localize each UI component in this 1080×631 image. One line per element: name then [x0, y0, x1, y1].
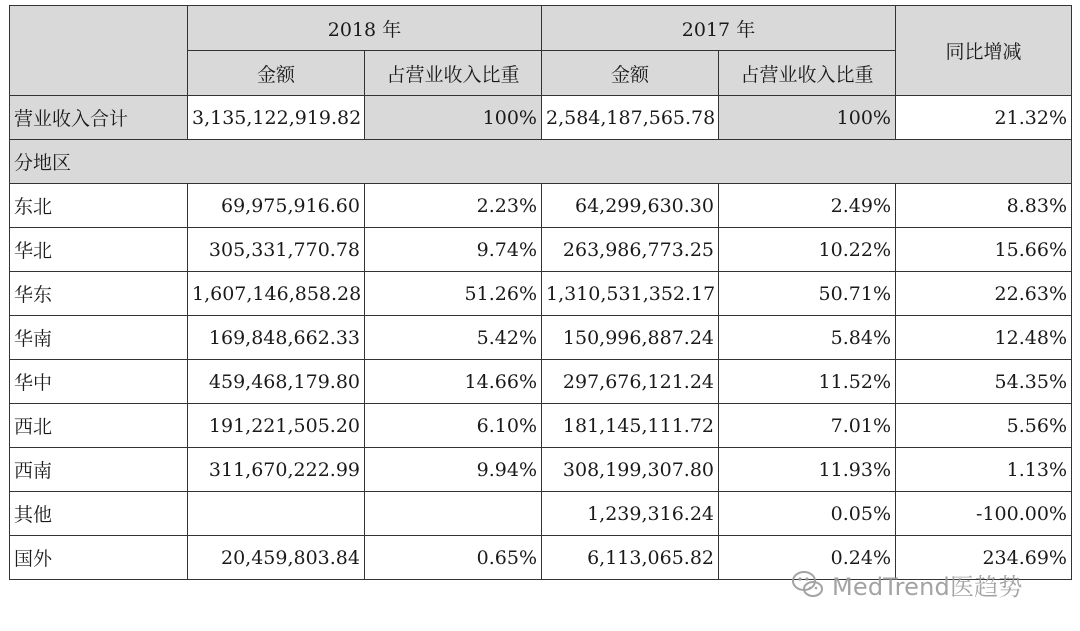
- region-cell: 华中: [10, 360, 188, 404]
- amount-2018-cell: 305,331,770.78: [188, 228, 365, 272]
- amount-2018-cell: 191,221,505.20: [188, 404, 365, 448]
- region-cell: 华南: [10, 316, 188, 360]
- wechat-icon: [790, 566, 826, 602]
- share-2017-cell: 11.52%: [719, 360, 896, 404]
- region-cell: 西南: [10, 448, 188, 492]
- amount-2017-cell: 297,676,121.24: [542, 360, 719, 404]
- total-share-2017: 100%: [719, 96, 896, 140]
- amount-2018-cell: 1,607,146,858.28: [188, 272, 365, 316]
- table-row: [10, 184, 1072, 228]
- share-2017-cell: 50.71%: [719, 272, 896, 316]
- yoy-cell: -100.00%: [896, 492, 1072, 536]
- total-amount-2018: 3,135,122,919.82: [188, 96, 365, 140]
- share-2017-cell: 7.01%: [719, 404, 896, 448]
- header-amount-2017: 金额: [542, 51, 719, 96]
- amount-2017-cell: 263,986,773.25: [542, 228, 719, 272]
- amount-2017-cell: 150,996,887.24: [542, 316, 719, 360]
- total-label: 营业收入合计: [10, 96, 188, 140]
- table-row: [10, 316, 1072, 360]
- amount-2018-cell: 69,975,916.60: [188, 184, 365, 228]
- region-revenue-table: [9, 5, 1072, 580]
- region-cell: 东北: [10, 184, 188, 228]
- yoy-cell: 1.13%: [896, 448, 1072, 492]
- share-2017-cell: 11.93%: [719, 448, 896, 492]
- share-2017-cell: 0.24%: [719, 536, 896, 580]
- amount-2018-cell: 459,468,179.80: [188, 360, 365, 404]
- amount-2018-cell: 311,670,222.99: [188, 448, 365, 492]
- amount-2017-cell: 1,239,316.24: [542, 492, 719, 536]
- table-row: [10, 228, 1072, 272]
- table-row: [10, 448, 1072, 492]
- amount-2018-cell: 169,848,662.33: [188, 316, 365, 360]
- share-2018-cell: [365, 492, 542, 536]
- amount-2017-cell: 181,145,111.72: [542, 404, 719, 448]
- region-cell: 华北: [10, 228, 188, 272]
- amount-2018-cell: 20,459,803.84: [188, 536, 365, 580]
- header-share-2017: 占营业收入比重: [719, 51, 896, 96]
- share-2017-cell: 2.49%: [719, 184, 896, 228]
- share-2018-cell: 51.26%: [365, 272, 542, 316]
- table-row: [10, 404, 1072, 448]
- table-row: [10, 492, 1072, 536]
- header-corner-cell: [10, 6, 188, 96]
- watermark: [790, 566, 1023, 602]
- share-2018-cell: 0.65%: [365, 536, 542, 580]
- region-cell: 华东: [10, 272, 188, 316]
- yoy-cell: 15.66%: [896, 228, 1072, 272]
- share-2018-cell: 14.66%: [365, 360, 542, 404]
- share-2017-cell: 10.22%: [719, 228, 896, 272]
- yoy-cell: 12.48%: [896, 316, 1072, 360]
- header-year-2018: 2018 年: [188, 6, 542, 51]
- share-2018-cell: 2.23%: [365, 184, 542, 228]
- watermark-text: MedTrend医趋势: [832, 572, 1023, 601]
- section-label: 分地区: [10, 140, 1072, 184]
- section-row: [10, 140, 1072, 184]
- share-2018-cell: 6.10%: [365, 404, 542, 448]
- table-row: [10, 272, 1072, 316]
- header-share-2018: 占营业收入比重: [365, 51, 542, 96]
- region-cell: 国外: [10, 536, 188, 580]
- region-cell: 西北: [10, 404, 188, 448]
- amount-2018-cell: [188, 492, 365, 536]
- share-2018-cell: 9.74%: [365, 228, 542, 272]
- header-yoy: 同比增减: [896, 6, 1072, 96]
- header-year-2017: 2017 年: [542, 6, 896, 51]
- header-amount-2018: 金额: [188, 51, 365, 96]
- yoy-cell: 5.56%: [896, 404, 1072, 448]
- share-2018-cell: 5.42%: [365, 316, 542, 360]
- share-2017-cell: 0.05%: [719, 492, 896, 536]
- share-2018-cell: 9.94%: [365, 448, 542, 492]
- table-row: [10, 360, 1072, 404]
- amount-2017-cell: 64,299,630.30: [542, 184, 719, 228]
- yoy-cell: 54.35%: [896, 360, 1072, 404]
- yoy-cell: 234.69%: [896, 536, 1072, 580]
- total-share-2018: 100%: [365, 96, 542, 140]
- region-cell: 其他: [10, 492, 188, 536]
- yoy-cell: 8.83%: [896, 184, 1072, 228]
- amount-2017-cell: 1,310,531,352.17: [542, 272, 719, 316]
- total-yoy: 21.32%: [896, 96, 1072, 140]
- share-2017-cell: 5.84%: [719, 316, 896, 360]
- header-row-years: [10, 6, 1072, 51]
- total-row: [10, 96, 1072, 140]
- amount-2017-cell: 308,199,307.80: [542, 448, 719, 492]
- amount-2017-cell: 6,113,065.82: [542, 536, 719, 580]
- yoy-cell: 22.63%: [896, 272, 1072, 316]
- total-amount-2017: 2,584,187,565.78: [542, 96, 719, 140]
